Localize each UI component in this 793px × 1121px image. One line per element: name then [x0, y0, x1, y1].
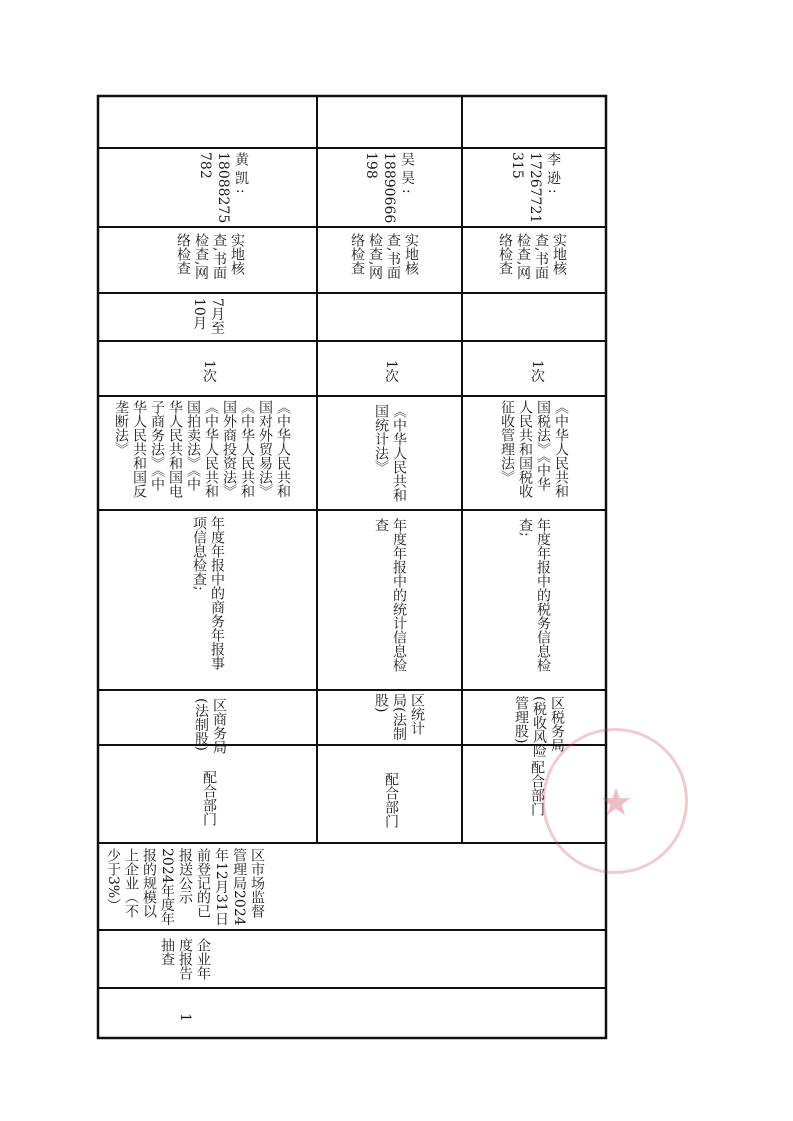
frequency-cell: 1次	[383, 360, 399, 383]
basis-cell: 《中华人民共和 国对外贸易法》 《中华人民共和 国外商投资法》 《中华人民共和 国拍卖法》《中 华人民共和国电 子商务法》《中 华人民共和国反 垄断法》	[113, 400, 291, 498]
department-cell: 区商务局 (法制股)	[193, 698, 227, 754]
content-cell: 年度年报中的商务年报事 项信息检查;	[191, 516, 225, 670]
department-cell: 区税务局 (税收风险 管理股)	[513, 696, 565, 758]
time-cell: 7月至 10月	[191, 298, 225, 335]
frequency-cell: 1次	[529, 360, 545, 383]
basis-cell: 《中华人民共和 国税法》《中华 人民共和国税收 征收管理法》	[499, 400, 569, 498]
method-cell: 实地核 查,书面 检查,网 络检查	[497, 233, 567, 280]
row-number: 1	[177, 1013, 193, 1022]
item-name: 企业年 度报告 抽查	[159, 938, 211, 980]
frequency-cell: 1次	[201, 360, 217, 383]
role-cell: 配合部门	[201, 770, 217, 826]
basis-cell: 《中华人民共和 国统计法》	[373, 404, 407, 502]
object-scope: 区市场监督 管理局2024 年12月31日 前登记的已 报送公示 2024年度年 报的规模以 上企业（不 少于3%）	[105, 848, 265, 926]
contact-cell: 黄 凯 : 18088275 782	[197, 152, 249, 224]
method-cell: 实地核 查,书面 检查,网 络检查	[175, 233, 245, 280]
role-cell: 配合部门	[529, 760, 545, 816]
seal-star-icon: ★	[598, 780, 634, 824]
content-cell: 年度年报中的税务信息检 查;	[517, 518, 551, 672]
contact-cell: 吴 昊 : 18890666 198	[363, 152, 415, 224]
role-cell: 配合部门	[383, 772, 399, 828]
department-cell: 区统计 局(法制 股)	[373, 693, 425, 741]
method-cell: 实地核 查,书面 检查,网 络检查	[349, 233, 419, 280]
contact-cell: 李 逊 : 17267721 315	[509, 152, 561, 224]
content-cell: 年度年报中的统计信息检 查	[373, 518, 407, 672]
